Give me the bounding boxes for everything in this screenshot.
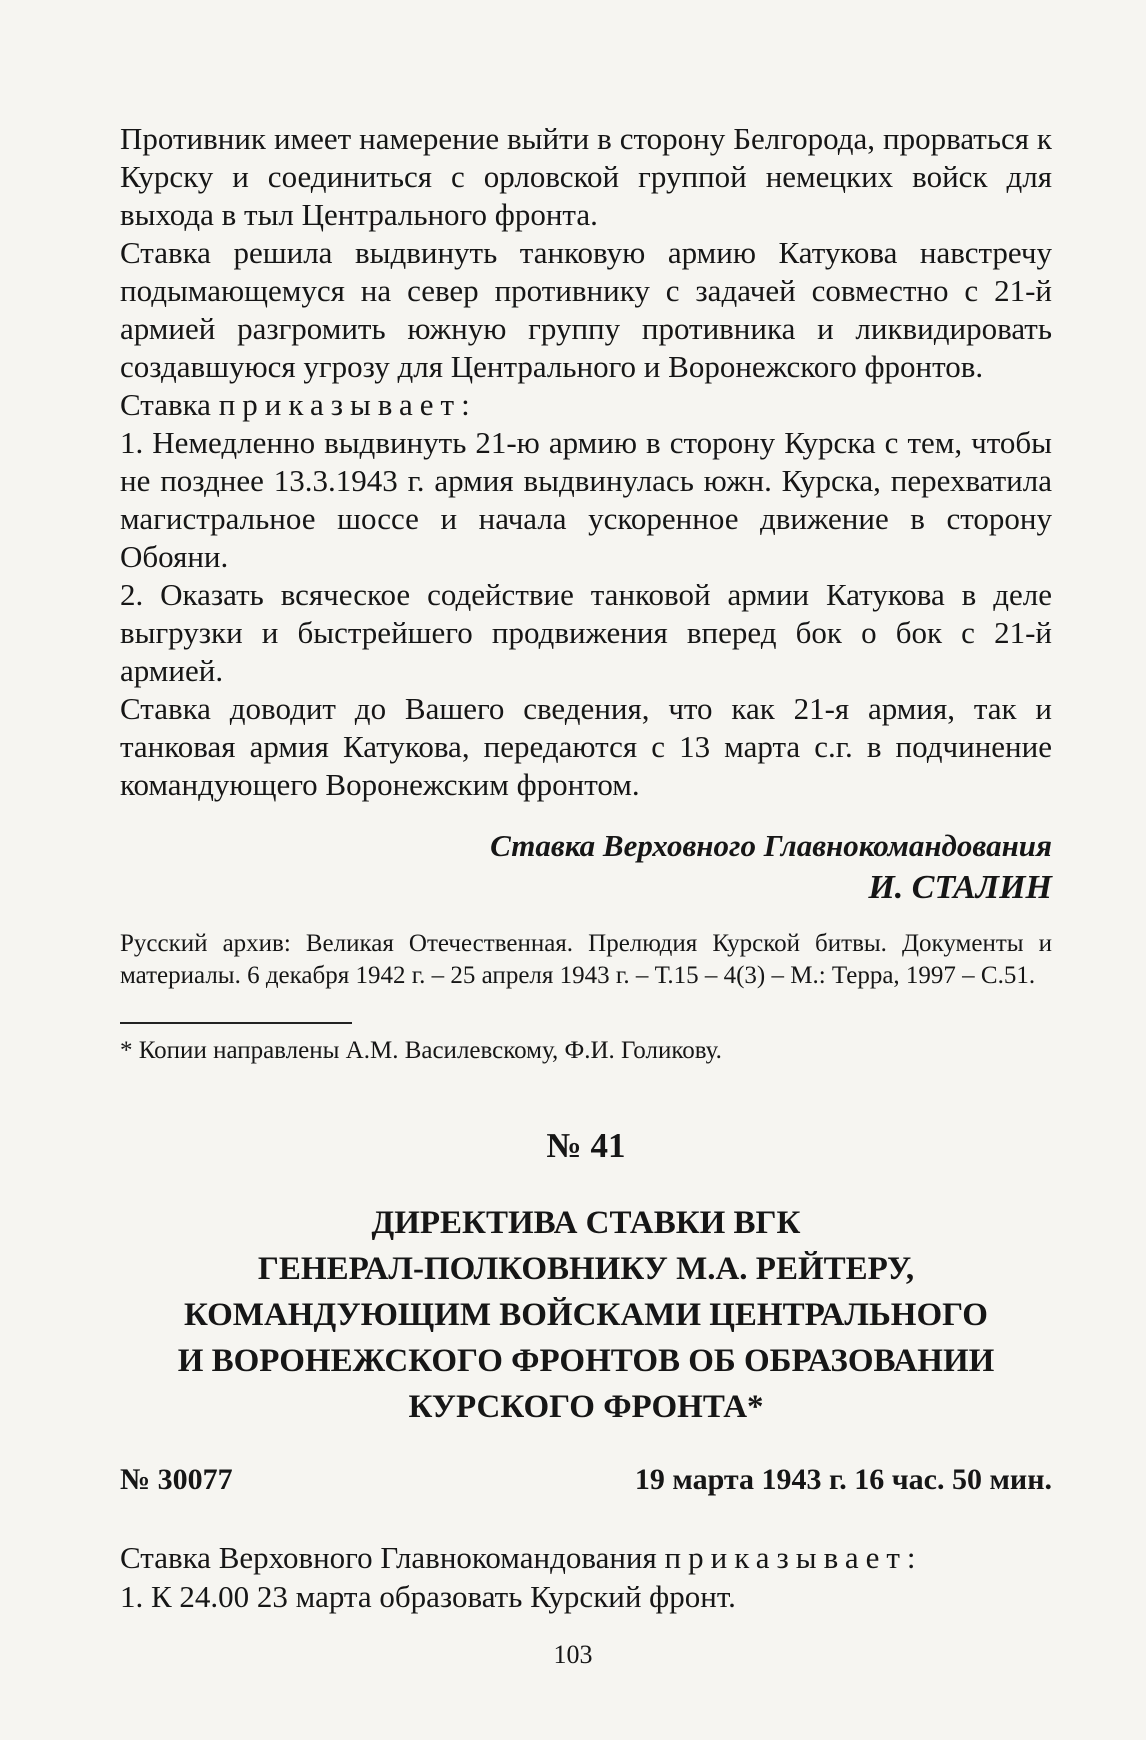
source-citation: Русский архив: Великая Отечественная. Прелюдия Курской битвы. Документы и материалы. 6 декабря 1942 г. – 25 апреля 1943 г. – Т.15 – 4(3) – М.: Терра, 1997 – С.51.	[120, 930, 1052, 989]
page-body	[120, 120, 1052, 1616]
document-title-line: ДИРЕКТИВА СТАВКИ ВГК	[371, 1205, 801, 1241]
order-item-1: 1. Немедленно выдвинуть 21-ю армию в сторону Курска с тем, чтобы не позднее 13.3.1943 г. армия выдвинулась южн. Курска, перехватила магистральное шоссе и начала ускоренное движение в сторону Обояни.	[120, 425, 1052, 574]
document-title	[120, 1200, 1052, 1430]
next-order-verb: приказывает:	[664, 1540, 923, 1575]
order-intro-prefix: Ставка	[120, 387, 211, 422]
footnote: * Копии направлены А.М. Василевскому, Ф.И. Голикову.	[120, 1037, 722, 1064]
paragraph-enemy-intent: Противник имеет намерение выйти в сторону Белгорода, прорваться к Курску и соединиться с орловской группой немецких войск для выхода в тыл Центрального фронта.	[120, 121, 1052, 232]
document-title-line: И ВОРОНЕЖСКОГО ФРОНТОВ ОБ ОБРАЗОВАНИИ	[177, 1343, 995, 1379]
order-intro	[120, 386, 1052, 424]
document-id: № 30077	[120, 1463, 233, 1496]
document-meta	[120, 1460, 1052, 1500]
next-order-prefix: Ставка Верховного Главнокомандования	[120, 1540, 657, 1575]
next-order-intro	[120, 1538, 1052, 1578]
next-order-item-1: 1. К 24.00 23 марта образовать Курский фронт.	[120, 1579, 736, 1614]
document-title-line: КОМАНДУЮЩИМ ВОЙСКАМИ ЦЕНТРАЛЬНОГО	[184, 1297, 988, 1333]
signature-organization: Ставка Верховного Главнокомандования	[490, 828, 1052, 863]
signature-name: И. СТАЛИН	[868, 869, 1052, 906]
document-title-line: ГЕНЕРАЛ-ПОЛКОВНИКУ М.А. РЕЙТЕРУ,	[257, 1251, 915, 1287]
page-number: 103	[553, 1640, 593, 1669]
signature-block	[120, 826, 1052, 910]
footnote-divider	[120, 1022, 352, 1024]
document-title-line: КУРСКОГО ФРОНТА*	[408, 1389, 764, 1425]
paragraph-notification: Ставка доводит до Вашего сведения, что как 21-я армия, так и танковая армия Катукова, передаются с 13 марта с.г. в подчинение командующего Воронежским фронтом.	[120, 691, 1052, 802]
document-datetime: 19 марта 1943 г. 16 час. 50 мин.	[634, 1463, 1052, 1496]
document-number: № 41	[546, 1126, 626, 1165]
paragraph-stavka-decision: Ставка решила выдвинуть танковую армию Катукова навстречу подымающемуся на север противнику с задачей совместно с 21-й армией разгромить южную группу противника и ликвидировать создавшуюся угрозу для Центрального и Воронежского фронтов.	[120, 235, 1052, 384]
order-intro-verb: приказывает:	[218, 387, 477, 422]
order-item-2: 2. Оказать всяческое содействие танковой армии Катукова в деле выгрузки и быстрейшего продвижения вперед бок о бок с 21-й армией.	[120, 577, 1052, 688]
